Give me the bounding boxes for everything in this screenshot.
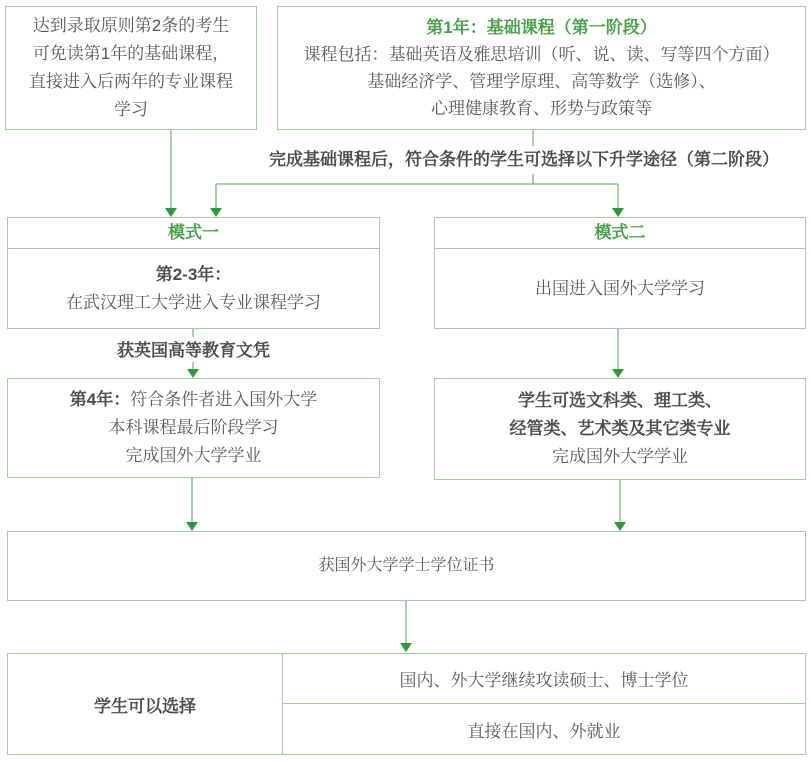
mode1-description: 在武汉理工大学进入专业课程学习 bbox=[66, 292, 321, 312]
majors-line2: 经管类、艺术类及其它类专业 bbox=[509, 419, 731, 438]
box-mode1-body bbox=[7, 248, 380, 329]
year4-line1 bbox=[70, 386, 317, 414]
exemption-line: 达到录取原则第2条的考生 bbox=[32, 16, 230, 35]
stage1-line: 基础经济学、管理学原理、高等数学（选修）、 bbox=[367, 72, 716, 91]
degree-label: 获国外大学学士学位证书 bbox=[318, 557, 495, 574]
mode1-years: 第2-3年： bbox=[155, 264, 232, 284]
mode2-header-label: 模式二 bbox=[594, 223, 646, 242]
arrow-majors-to-degree bbox=[614, 522, 626, 531]
year4-line2: 本科课程最后阶段学习 bbox=[108, 418, 279, 437]
box-mode1-header bbox=[7, 217, 380, 249]
box-degree bbox=[7, 531, 806, 601]
mode1-header-label: 模式一 bbox=[168, 223, 219, 242]
year4-label: 第4年： bbox=[69, 390, 131, 409]
stage1-line: 心理健康教育、形势与政策等 bbox=[431, 99, 652, 118]
choice-label: 学生可以选择 bbox=[8, 654, 283, 754]
arrow-branch-to-mode1 bbox=[210, 208, 222, 217]
box-exemption bbox=[5, 6, 257, 130]
choice-table bbox=[7, 653, 806, 755]
diploma-note: 获英国高等教育文凭 bbox=[117, 341, 270, 360]
year4-line3: 完成国外大学学业 bbox=[125, 446, 262, 465]
stage1-line: 课程包括：基础英语及雅思培训（听、说、读、写等四个方面） bbox=[303, 45, 780, 64]
stage1-title: 第1年：基础课程（第一阶段） bbox=[426, 18, 657, 37]
box-mode2-header bbox=[434, 217, 806, 249]
box-year4 bbox=[7, 378, 380, 478]
box-mode2-body bbox=[434, 248, 806, 329]
arrow-year4-to-degree bbox=[186, 522, 198, 531]
transition-note: 完成基础课程后，符合条件的学生可选择以下升学途径（第二阶段） bbox=[269, 150, 779, 169]
arrow-to-year4 bbox=[187, 369, 199, 378]
choice-option-employment: 直接在国内、外就业 bbox=[467, 721, 621, 741]
box-majors bbox=[434, 378, 806, 480]
exemption-line: 学习 bbox=[114, 100, 148, 119]
year4-line1-rest: 符合条件者进入国外大学 bbox=[130, 390, 318, 409]
mode2-description: 出国进入国外大学学习 bbox=[535, 278, 705, 298]
box-stage1 bbox=[277, 6, 806, 130]
arrow-degree-to-choice bbox=[400, 643, 412, 652]
majors-line3: 完成国外大学学业 bbox=[552, 447, 688, 466]
exemption-line: 可免读第1年的基础课程， bbox=[32, 44, 230, 63]
majors-line1: 学生可选文科类、理工类、 bbox=[518, 391, 722, 410]
arrow-to-majors bbox=[612, 369, 624, 378]
choice-option-postgraduate: 国内、外大学继续攻读硕士、博士学位 bbox=[283, 654, 805, 704]
arrow-exempt-to-mode1 bbox=[165, 208, 177, 217]
arrow-branch-to-mode2 bbox=[612, 208, 624, 217]
exemption-line: 直接进入后两年的专业课程 bbox=[29, 72, 233, 91]
